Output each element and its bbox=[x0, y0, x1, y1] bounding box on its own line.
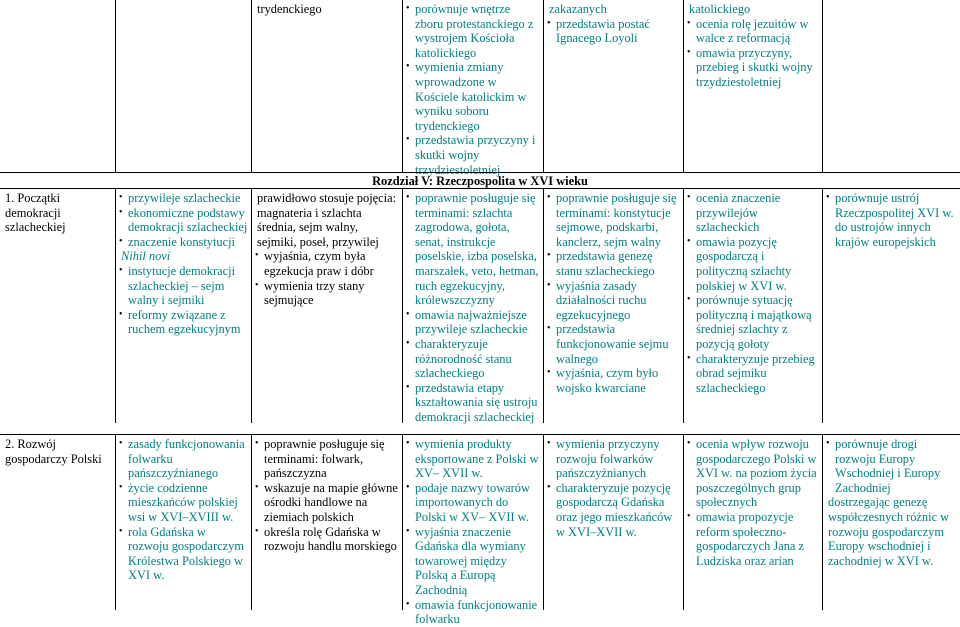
list-item bbox=[689, 437, 819, 510]
list-item-text: wyjaśnia, czym była egzekucja praw i dóbr bbox=[264, 249, 374, 278]
list-r1-c5 bbox=[689, 191, 819, 395]
cell-top-c2 bbox=[251, 0, 402, 172]
table-row bbox=[0, 188, 960, 423]
list-item-text: charakteryzuje pozycję gospodarczą Gdańska oraz jego mieszkańców w XVI–XVII w. bbox=[556, 480, 673, 539]
cell-r1-c5 bbox=[683, 189, 822, 423]
list-r2-c4 bbox=[549, 437, 680, 539]
list-item-text: zasady funkcjonowania folwarku pańszczyźnianego bbox=[128, 437, 245, 481]
list-r1-c1 bbox=[121, 191, 248, 337]
list-top-c5 bbox=[689, 2, 819, 90]
list-item bbox=[257, 481, 399, 525]
list-item-text: rola Gdańska w rozwoju gospodarczym Królestwa Polskiego w XVI w. bbox=[128, 524, 244, 583]
list-item bbox=[828, 191, 957, 249]
list-item-text: przedstawia funkcjonowanie sejmu walnego bbox=[556, 322, 669, 366]
list-item bbox=[828, 437, 957, 495]
list-item bbox=[121, 437, 248, 481]
list-item-text: porównuje wnętrze zboru protestanckiego z wystrojem Kościoła katolickiego bbox=[415, 2, 534, 60]
list-r2-c5 bbox=[689, 437, 819, 568]
list-item-text: poprawnie posługuje się terminami: szlachta zagrodowa, gołota, senat, instrukcje poselskie, izba poselska, marszałek, veto, hetman, ruch egzekucyjny, królewszczyzny bbox=[415, 191, 539, 308]
list-item-text: wskazuje na mapie główne ośrodki handlowe na ziemiach polskich bbox=[264, 480, 398, 524]
list-item bbox=[121, 249, 248, 264]
cell-r2-c2 bbox=[251, 435, 402, 610]
cell-r1-c2 bbox=[251, 189, 402, 423]
list-item bbox=[828, 495, 957, 568]
list-item-text: znaczenie konstytucji bbox=[128, 234, 235, 249]
list-item-text: omawia funkcjonowanie folwarku bbox=[415, 597, 538, 627]
list-item-text: omawia najważniejsze przywileje szlacheckie bbox=[415, 307, 528, 337]
list-item-text: życie codzienne mieszkańców polskiej wsi w XVI–XVIII w. bbox=[128, 480, 238, 524]
list-item-text: dostrzegając genezę współczesnych różnic w rozwoju gospodarczym Europy wschodniej i zachodniej w XVI w. bbox=[828, 495, 950, 568]
list-item-text: wymienia trzy stany sejmujące bbox=[264, 278, 365, 308]
list-item-text: określa rolę Gdańska w rozwoju handlu morskiego bbox=[264, 524, 397, 554]
list-item-text: poprawnie posługuje się terminami: folwark, pańszczyzna bbox=[264, 437, 385, 481]
list-item bbox=[408, 60, 540, 133]
list-item-text: charakteryzuje różnorodność stanu szlacheckiego bbox=[415, 336, 512, 381]
cell-top-c5 bbox=[683, 0, 822, 172]
list-item-text: charakteryzuje przebieg obrad sejmiku szlacheckiego bbox=[696, 351, 815, 395]
list-item bbox=[689, 293, 819, 351]
topic-cell: 2. Rozwój gospodarczy Polski bbox=[5, 437, 102, 466]
list-item-text: instytucje demokracji szlacheckiej – sejm walny i sejmiki bbox=[128, 263, 236, 308]
cell-r2-c3 bbox=[402, 435, 543, 627]
list-item bbox=[549, 366, 680, 395]
list-item bbox=[689, 17, 819, 46]
list-item bbox=[121, 308, 248, 337]
list-item bbox=[689, 235, 819, 293]
list-item-text: przedstawia genezę stanu szlacheckiego bbox=[556, 249, 655, 278]
list-item-text: ocenia rolę jezuitów w walce z reformacją bbox=[696, 16, 809, 46]
list-item bbox=[549, 437, 680, 481]
list-item bbox=[408, 437, 540, 481]
cell-top-c6 bbox=[822, 0, 960, 172]
list-item-text: przywileje szlacheckie bbox=[128, 191, 241, 205]
cell-top-c3 bbox=[402, 0, 543, 177]
list-item-text: ocenia znaczenie przywilejów szlacheckich bbox=[696, 191, 781, 235]
list-item-text: omawia przyczyny, przebieg i skutki wojny trzydziestoletniej bbox=[696, 45, 813, 89]
list-item-text: przedstawia postać Ignacego Loyoli bbox=[556, 16, 650, 46]
list-item bbox=[121, 191, 248, 206]
list-item-text: wymienia zmiany wprowadzone w Kościele katolickim w wyniku soboru trydenckiego bbox=[415, 60, 527, 133]
list-r2-c3 bbox=[408, 437, 540, 627]
list-item bbox=[549, 481, 680, 539]
list-item bbox=[549, 2, 680, 17]
cell-top-topic bbox=[0, 0, 115, 172]
list-item-text: omawia pozycję gospodarczą i polityczną szlachty polskiej w XVI w. bbox=[696, 234, 792, 293]
list-r1-c6 bbox=[828, 191, 957, 249]
list-r1-c4 bbox=[549, 191, 680, 395]
list-item-text: podaje nazwy towarów importowanych do Polski w XV– XVII w. bbox=[415, 480, 530, 524]
list-item bbox=[689, 46, 819, 90]
list-item-text: trydenckiego bbox=[257, 2, 322, 16]
section-title: Rozdział V: Rzeczpospolita w XVI wieku bbox=[0, 172, 960, 188]
list-item-text: ekonomiczne podstawy demokracji szlacheckiej bbox=[128, 205, 248, 235]
list-item bbox=[121, 525, 248, 583]
list-item bbox=[257, 279, 399, 308]
list-r1-c2 bbox=[257, 191, 399, 308]
list-item bbox=[408, 133, 540, 177]
cell-r2-c1 bbox=[115, 435, 251, 610]
list-r1-c3 bbox=[408, 191, 540, 425]
list-item bbox=[408, 525, 540, 598]
list-item bbox=[689, 2, 819, 17]
list-item-text: prawidłowo stosuje pojęcia: magnateria i szlachta średnia, sejm walny, sejmiki, poseł, przywilej bbox=[257, 191, 397, 249]
cell-top-c1 bbox=[115, 0, 251, 172]
list-item-text: Nihil novi bbox=[121, 249, 171, 264]
list-item bbox=[408, 337, 540, 381]
list-item bbox=[549, 249, 680, 278]
list-item bbox=[257, 2, 399, 17]
list-item-text: poprawnie posługuje się terminami: konstytucje sejmowe, podskarbi, kanclerz, sejm walny bbox=[556, 191, 677, 249]
cell-r1-c3 bbox=[402, 189, 543, 423]
list-item bbox=[121, 206, 248, 235]
list-item bbox=[121, 264, 248, 308]
list-item-text: wymienia produkty eksportowane z Polski w XV– XVII w. bbox=[415, 437, 539, 481]
list-item bbox=[408, 598, 540, 627]
list-item bbox=[257, 525, 399, 554]
cell-r2-c4 bbox=[543, 435, 683, 610]
list-item bbox=[549, 191, 680, 249]
list-item-text: wymienia przyczyny rozwoju folwarków pańszczyźnianych bbox=[556, 437, 660, 481]
cell-r2-c6 bbox=[822, 435, 960, 610]
list-item bbox=[257, 437, 399, 481]
cell-r1-c6 bbox=[822, 189, 960, 423]
list-r2-c1 bbox=[121, 437, 248, 583]
list-item bbox=[257, 191, 399, 249]
list-r2-c6 bbox=[828, 437, 957, 568]
cell-r1-c1 bbox=[115, 189, 251, 423]
cell-r2-c5 bbox=[683, 435, 822, 610]
list-item bbox=[689, 510, 819, 568]
list-item-text: ocenia wpływ rozwoju gospodarczego Polski w XVI w. na poziom życia poszczególnych grup społecznych bbox=[696, 437, 817, 510]
list-item bbox=[408, 191, 540, 308]
list-item-text: porównuje ustrój Rzeczpospolitej XVI w. do ustrojów innych krajów europejskich bbox=[835, 191, 954, 249]
list-item bbox=[549, 322, 680, 366]
list-item-text: omawia propozycje reform społeczno-gospodarczych Jana z Ludziska oraz arian bbox=[696, 509, 805, 568]
list-item bbox=[549, 279, 680, 323]
table-row-top-partial bbox=[0, 0, 960, 177]
cell-r1-c4 bbox=[543, 189, 683, 423]
list-item bbox=[689, 352, 819, 396]
list-item bbox=[121, 481, 248, 525]
list-item-text: porównuje sytuację polityczną i majątkową średniej szlachty z pozycją gołoty bbox=[696, 293, 812, 351]
list-item bbox=[257, 249, 399, 278]
list-item bbox=[408, 2, 540, 60]
list-item bbox=[408, 308, 540, 337]
list-top-c3 bbox=[408, 2, 540, 177]
list-item-text: wyjaśnia, czym było wojsko kwarciane bbox=[556, 366, 659, 395]
list-item-text: porównuje drogi rozwoju Europy Wschodniej i Europy Zachodniej bbox=[835, 437, 941, 495]
list-item bbox=[689, 191, 819, 235]
list-item-text: przedstawia etapy kształtowania się ustroju demokracji szlacheckiej bbox=[415, 380, 538, 424]
list-item-text: wyjaśnia znaczenie Gdańska dla wymiany towarowej między Polską a Europą Zachodnią bbox=[415, 524, 526, 597]
list-top-c2 bbox=[257, 2, 399, 17]
list-r2-c2 bbox=[257, 437, 399, 554]
topic-cell: 1. Początki demokracji szlacheckiej bbox=[5, 191, 66, 235]
table-row bbox=[0, 434, 960, 627]
list-top-c4 bbox=[549, 2, 680, 46]
list-item-text: wyjaśnia zasady działalności ruchu egzekucyjnego bbox=[556, 278, 647, 322]
list-item bbox=[121, 235, 248, 250]
list-item-text: zakazanych bbox=[549, 2, 607, 16]
list-item-text: przedstawia przyczyny i skutki wojny trzydziestoletniej bbox=[415, 133, 536, 177]
cell-top-c4 bbox=[543, 0, 683, 172]
list-item-text: katolickiego bbox=[689, 2, 751, 16]
list-item bbox=[408, 381, 540, 425]
list-item-text: reformy związane z ruchem egzekucyjnym bbox=[128, 307, 241, 337]
list-item bbox=[549, 17, 680, 46]
list-item bbox=[408, 481, 540, 525]
